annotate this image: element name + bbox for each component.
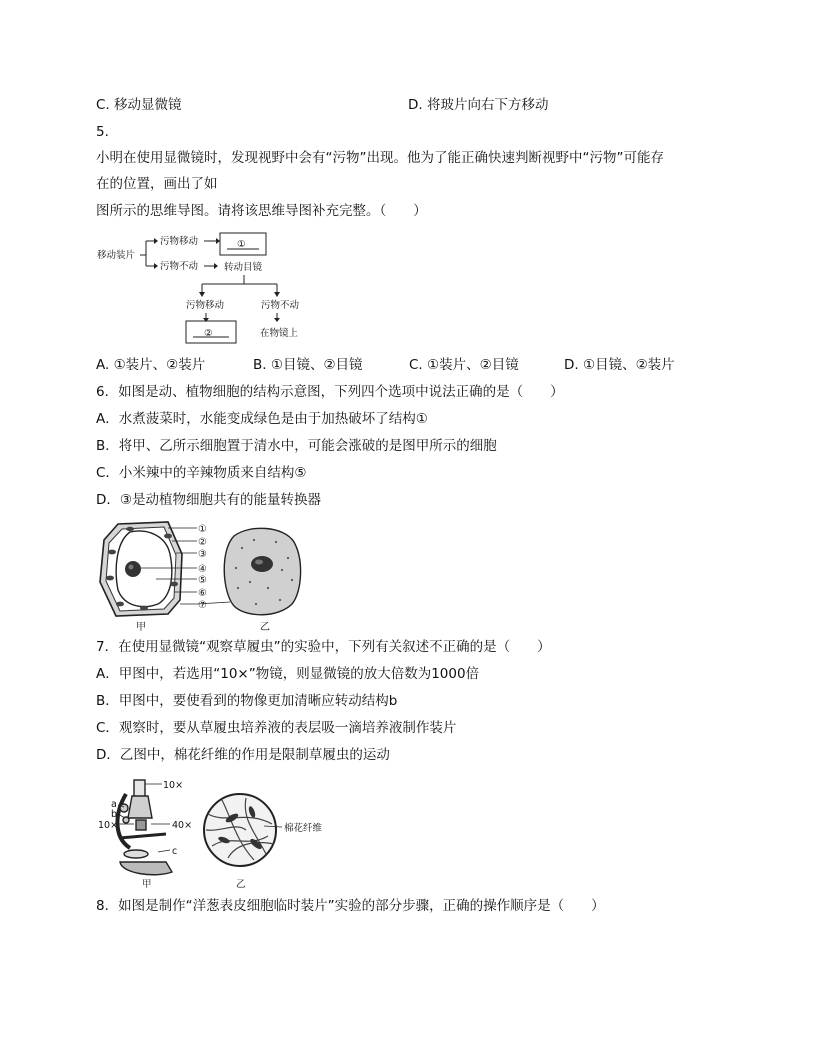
q5-number: 5. — [96, 124, 109, 140]
mm-move-slide: 移动装片 — [97, 250, 136, 261]
eyepiece-mag: 10× — [163, 780, 184, 791]
left-mag: 10× — [98, 820, 119, 831]
mm-dirt-still: 污物不动 — [160, 261, 199, 272]
objective-mag: 40× — [172, 820, 193, 831]
q5-option-b: B. ①目镜、②目镜 — [253, 357, 363, 373]
q6-option-d: D．③是动植物细胞共有的能量转换器 — [96, 492, 321, 508]
q6-cell-figure — [96, 518, 306, 632]
mm-dirt-moves: 污物移动 — [160, 236, 199, 247]
cell-label-6: ⑥ — [198, 588, 207, 599]
q6-option-a: A．水煮菠菜时，水能变成绿色是由于加热破坏了结构① — [96, 411, 428, 427]
q8-stem: 8．如图是制作“洋葱表皮细胞临时装片”实验的部分步骤，正确的操作顺序是（ ） — [96, 898, 605, 914]
q6-option-b: B．将甲、乙所示细胞置于清水中，可能会涨破的是图甲所示的细胞 — [96, 438, 497, 454]
mm-dirt-still-2: 污物不动 — [261, 300, 300, 311]
fig-caption-jia: 甲 — [142, 879, 152, 890]
q6-stem: 6．如图是动、植物细胞的结构示意图，下列四个选项中说法正确的是（ ） — [96, 384, 564, 400]
q4-option-c: C. 移动显微镜 — [96, 97, 182, 113]
q5-option-a: A. ①装片、②装片 — [96, 357, 206, 373]
q7-option-a: A．甲图中，若选用“10×”物镜，则显微镜的放大倍数为1000倍 — [96, 666, 480, 682]
mm-rotate-eyepiece: 转动目镜 — [224, 262, 263, 273]
mm-blank-1: ① — [237, 239, 246, 250]
q6-option-c: C．小米辣中的辛辣物质来自结构⑤ — [96, 465, 307, 481]
cotton-fiber-label: 棉花纤维 — [284, 823, 323, 834]
view-field — [204, 794, 282, 866]
q5-stem-line2: 在的位置，画出了如 — [96, 176, 218, 192]
cell-label-7: ⑦ — [198, 600, 207, 611]
mm-dirt-moves-2: 污物移动 — [186, 300, 225, 311]
cell-label-1: ① — [198, 524, 207, 535]
cell-label-3: ③ — [198, 549, 207, 560]
cell-label-4: ④ — [198, 564, 207, 575]
cell-label-5: ⑤ — [198, 575, 207, 586]
q7-option-d: D．乙图中，棉花纤维的作用是限制草履虫的运动 — [96, 747, 390, 763]
plant-cell-caption: 甲 — [136, 622, 146, 632]
microscope-drawing — [117, 780, 172, 875]
mm-on-objective: 在物镜上 — [260, 328, 299, 339]
q7-option-c: C．观察时，要从草履虫培养液的表层吸一滴培养液制作装片 — [96, 720, 457, 736]
q7-stem: 7．在使用显微镜“观察草履虫”的实验中，下列有关叙述不正确的是（ ） — [96, 639, 551, 655]
mm-blank-2: ② — [204, 328, 213, 339]
label-c: c — [172, 846, 178, 857]
q5-stem-line1: 小明在使用显微镜时，发现视野中会有“污物”出现。他为了能正确快速判断视野中“污物”可能存 — [96, 150, 664, 166]
q5-mind-map — [96, 228, 346, 346]
q7-option-b: B．甲图中，要使看到的物像更加清晰应转动结构b — [96, 693, 398, 709]
cell-label-2: ② — [198, 537, 207, 548]
label-a: a — [111, 799, 117, 810]
q5-stem-line3: 图所示的思维导图。请将该思维导图补充完整。（ ） — [96, 203, 427, 219]
q7-microscope-figure — [96, 774, 346, 890]
animal-cell-caption: 乙 — [260, 622, 270, 632]
animal-cell — [224, 528, 300, 614]
label-b: b — [111, 809, 118, 820]
q5-option-c: C. ①装片、②目镜 — [409, 357, 519, 373]
q5-option-d: D. ①目镜、②装片 — [564, 357, 675, 373]
fig-caption-yi: 乙 — [236, 879, 246, 890]
q4-option-d: D. 将玻片向右下方移动 — [408, 97, 549, 113]
plant-cell — [100, 522, 182, 616]
